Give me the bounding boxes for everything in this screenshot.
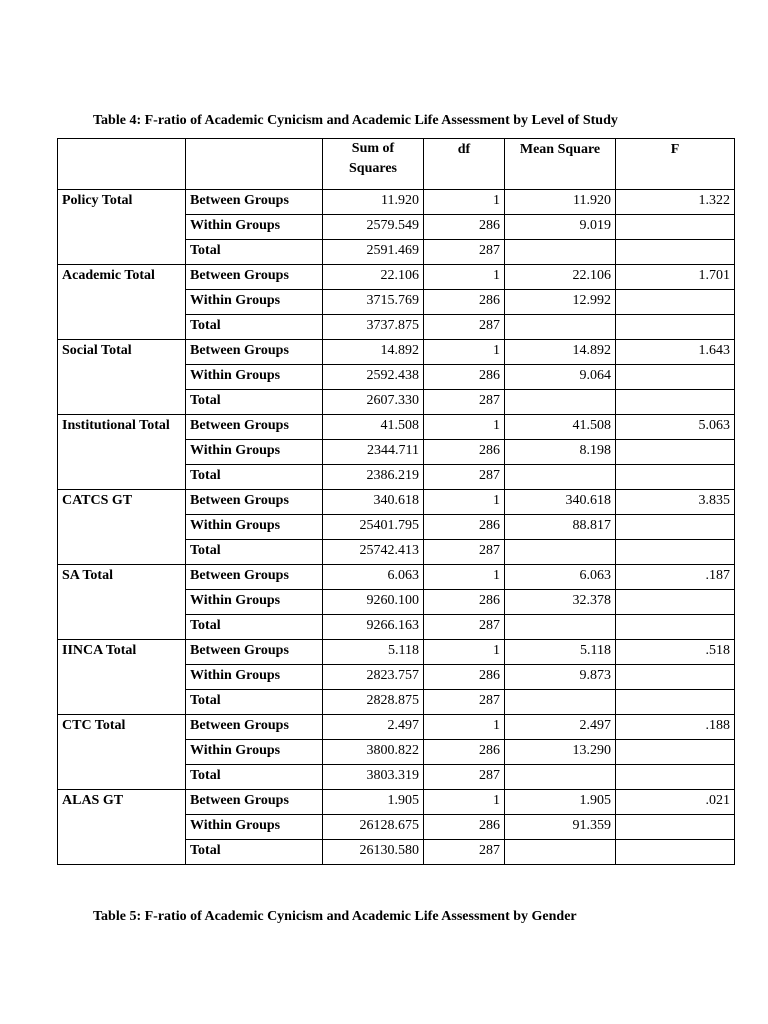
sum-of-squares-cell: 22.106	[323, 265, 424, 290]
f-value-cell	[616, 365, 735, 390]
header-sum-line2: Squares	[349, 161, 397, 176]
header-df: df	[424, 139, 505, 190]
sum-of-squares-cell: 5.118	[323, 640, 424, 665]
df-cell: 286	[424, 590, 505, 615]
group-label: Policy Total	[58, 190, 186, 265]
sum-of-squares-cell: 11.920	[323, 190, 424, 215]
source-cell: Total	[186, 465, 323, 490]
f-value-cell	[616, 440, 735, 465]
df-cell: 287	[424, 840, 505, 865]
mean-square-cell: 88.817	[505, 515, 616, 540]
f-value-cell	[616, 315, 735, 340]
sum-of-squares-cell: 1.905	[323, 790, 424, 815]
f-value-cell	[616, 390, 735, 415]
df-cell: 1	[424, 565, 505, 590]
mean-square-cell: 5.118	[505, 640, 616, 665]
group-label: Institutional Total	[58, 415, 186, 490]
source-cell: Within Groups	[186, 740, 323, 765]
mean-square-cell: 1.905	[505, 790, 616, 815]
source-cell: Total	[186, 390, 323, 415]
anova-table-level-of-study	[57, 138, 735, 865]
header-f: F	[616, 139, 735, 190]
sum-of-squares-cell: 340.618	[323, 490, 424, 515]
sum-of-squares-cell: 2344.711	[323, 440, 424, 465]
table-row	[58, 415, 735, 440]
df-cell: 286	[424, 665, 505, 690]
df-cell: 1	[424, 790, 505, 815]
f-value-cell: 1.701	[616, 265, 735, 290]
source-cell: Between Groups	[186, 265, 323, 290]
header-blank-source	[186, 139, 323, 190]
f-value-cell	[616, 840, 735, 865]
group-label: CTC Total	[58, 715, 186, 790]
table-row	[58, 640, 735, 665]
source-cell: Total	[186, 315, 323, 340]
sum-of-squares-cell: 9260.100	[323, 590, 424, 615]
mean-square-cell: 41.508	[505, 415, 616, 440]
mean-square-cell: 8.198	[505, 440, 616, 465]
df-cell: 287	[424, 765, 505, 790]
f-value-cell	[616, 590, 735, 615]
mean-square-cell	[505, 765, 616, 790]
sum-of-squares-cell: 41.508	[323, 415, 424, 440]
df-cell: 286	[424, 515, 505, 540]
sum-of-squares-cell: 2386.219	[323, 465, 424, 490]
f-value-cell: .021	[616, 790, 735, 815]
group-label: CATCS GT	[58, 490, 186, 565]
df-cell: 287	[424, 240, 505, 265]
df-cell: 287	[424, 315, 505, 340]
mean-square-cell	[505, 240, 616, 265]
source-cell: Between Groups	[186, 415, 323, 440]
group-label: IINCA Total	[58, 640, 186, 715]
group-label: Academic Total	[58, 265, 186, 340]
source-cell: Within Groups	[186, 215, 323, 240]
source-cell: Within Groups	[186, 290, 323, 315]
f-value-cell: 5.063	[616, 415, 735, 440]
mean-square-cell: 2.497	[505, 715, 616, 740]
f-value-cell: .188	[616, 715, 735, 740]
group-label: Social Total	[58, 340, 186, 415]
mean-square-cell	[505, 315, 616, 340]
mean-square-cell: 32.378	[505, 590, 616, 615]
df-cell: 286	[424, 365, 505, 390]
sum-of-squares-cell: 2592.438	[323, 365, 424, 390]
f-value-cell	[616, 815, 735, 840]
header-mean-square: Mean Square	[505, 139, 616, 190]
mean-square-cell: 14.892	[505, 340, 616, 365]
sum-of-squares-cell: 25742.413	[323, 540, 424, 565]
f-value-cell	[616, 665, 735, 690]
table-row	[58, 340, 735, 365]
sum-of-squares-cell: 2607.330	[323, 390, 424, 415]
f-value-cell	[616, 515, 735, 540]
df-cell: 287	[424, 465, 505, 490]
sum-of-squares-cell: 25401.795	[323, 515, 424, 540]
df-cell: 1	[424, 715, 505, 740]
f-value-cell	[616, 615, 735, 640]
df-cell: 287	[424, 540, 505, 565]
mean-square-cell	[505, 690, 616, 715]
source-cell: Within Groups	[186, 590, 323, 615]
df-cell: 1	[424, 415, 505, 440]
df-cell: 286	[424, 740, 505, 765]
mean-square-cell: 9.019	[505, 215, 616, 240]
sum-of-squares-cell: 26128.675	[323, 815, 424, 840]
f-value-cell	[616, 740, 735, 765]
f-value-cell	[616, 465, 735, 490]
sum-of-squares-cell: 2828.875	[323, 690, 424, 715]
df-cell: 1	[424, 340, 505, 365]
f-value-cell	[616, 215, 735, 240]
df-cell: 1	[424, 265, 505, 290]
f-value-cell	[616, 540, 735, 565]
sum-of-squares-cell: 2823.757	[323, 665, 424, 690]
source-cell: Within Groups	[186, 815, 323, 840]
df-cell: 1	[424, 490, 505, 515]
f-value-cell	[616, 290, 735, 315]
source-cell: Between Groups	[186, 490, 323, 515]
sum-of-squares-cell: 14.892	[323, 340, 424, 365]
mean-square-cell	[505, 615, 616, 640]
source-cell: Total	[186, 765, 323, 790]
sum-of-squares-cell: 3800.822	[323, 740, 424, 765]
df-cell: 286	[424, 215, 505, 240]
sum-of-squares-cell: 9266.163	[323, 615, 424, 640]
table-4-caption: Table 4: F-ratio of Academic Cynicism and Academic Life Assessment by Level of Study	[93, 113, 618, 128]
mean-square-cell: 9.064	[505, 365, 616, 390]
f-value-cell	[616, 690, 735, 715]
source-cell: Total	[186, 615, 323, 640]
mean-square-cell	[505, 390, 616, 415]
table-header-row	[58, 139, 735, 190]
group-label: SA Total	[58, 565, 186, 640]
table-row	[58, 265, 735, 290]
mean-square-cell: 12.992	[505, 290, 616, 315]
group-label: ALAS GT	[58, 790, 186, 865]
df-cell: 286	[424, 815, 505, 840]
f-value-cell: 1.643	[616, 340, 735, 365]
table-row	[58, 715, 735, 740]
f-value-cell	[616, 240, 735, 265]
mean-square-cell: 91.359	[505, 815, 616, 840]
mean-square-cell: 13.290	[505, 740, 616, 765]
mean-square-cell	[505, 540, 616, 565]
f-value-cell	[616, 765, 735, 790]
df-cell: 1	[424, 640, 505, 665]
sum-of-squares-cell: 26130.580	[323, 840, 424, 865]
header-sum-of-squares	[323, 139, 424, 190]
mean-square-cell	[505, 465, 616, 490]
header-sum-line1: Sum of	[351, 141, 395, 156]
source-cell: Within Groups	[186, 365, 323, 390]
df-cell: 286	[424, 290, 505, 315]
sum-of-squares-cell: 6.063	[323, 565, 424, 590]
source-cell: Between Groups	[186, 715, 323, 740]
source-cell: Between Groups	[186, 565, 323, 590]
source-cell: Between Groups	[186, 190, 323, 215]
mean-square-cell: 6.063	[505, 565, 616, 590]
source-cell: Total	[186, 240, 323, 265]
source-cell: Between Groups	[186, 640, 323, 665]
source-cell: Total	[186, 840, 323, 865]
table-row	[58, 565, 735, 590]
source-cell: Total	[186, 540, 323, 565]
sum-of-squares-cell: 3803.319	[323, 765, 424, 790]
table-body	[58, 190, 735, 865]
f-value-cell: 3.835	[616, 490, 735, 515]
sum-of-squares-cell: 3737.875	[323, 315, 424, 340]
source-cell: Within Groups	[186, 665, 323, 690]
df-cell: 287	[424, 390, 505, 415]
table-row	[58, 790, 735, 815]
source-cell: Between Groups	[186, 790, 323, 815]
table-row	[58, 190, 735, 215]
f-value-cell: .187	[616, 565, 735, 590]
source-cell: Within Groups	[186, 440, 323, 465]
source-cell: Between Groups	[186, 340, 323, 365]
source-cell: Total	[186, 690, 323, 715]
df-cell: 1	[424, 190, 505, 215]
header-blank-group	[58, 139, 186, 190]
sum-of-squares-cell: 2579.549	[323, 215, 424, 240]
mean-square-cell: 11.920	[505, 190, 616, 215]
df-cell: 286	[424, 440, 505, 465]
mean-square-cell: 22.106	[505, 265, 616, 290]
table-5-caption: Table 5: F-ratio of Academic Cynicism and Academic Life Assessment by Gender	[93, 909, 577, 924]
mean-square-cell: 340.618	[505, 490, 616, 515]
f-value-cell: 1.322	[616, 190, 735, 215]
table-row	[58, 490, 735, 515]
sum-of-squares-cell: 3715.769	[323, 290, 424, 315]
mean-square-cell: 9.873	[505, 665, 616, 690]
sum-of-squares-cell: 2591.469	[323, 240, 424, 265]
source-cell: Within Groups	[186, 515, 323, 540]
f-value-cell: .518	[616, 640, 735, 665]
df-cell: 287	[424, 615, 505, 640]
mean-square-cell	[505, 840, 616, 865]
df-cell: 287	[424, 690, 505, 715]
sum-of-squares-cell: 2.497	[323, 715, 424, 740]
